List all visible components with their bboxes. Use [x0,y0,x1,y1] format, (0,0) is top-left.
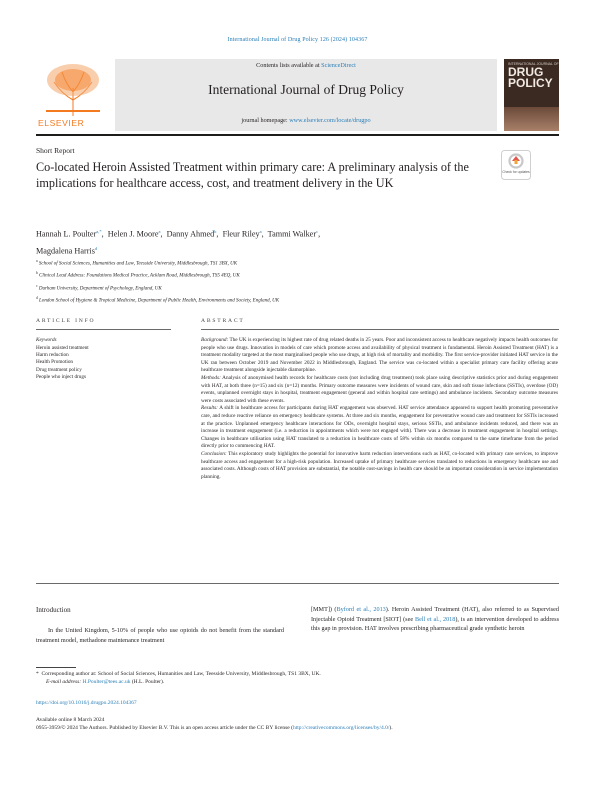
author-affiliation-marker[interactable]: b [214,229,217,234]
author-affiliation-marker[interactable]: d [94,245,98,251]
affiliation-item: $^b$ Clinical Lead Address: Foundations Medical Practice, Acklam Road, Middlesbrough, TS5 4EQ, UK [36,271,240,280]
author-affiliation-marker[interactable]: a,* [96,229,102,234]
check-updates-label: Check for updates [502,170,530,174]
abstract-heading: ABSTRACT [201,318,245,324]
author-affiliation-marker[interactable]: c [316,229,319,234]
author-affiliation-marker[interactable]: a [259,229,262,234]
author-affiliation-marker[interactable]: a [158,229,161,234]
citation-link[interactable]: Byford et al., 2013 [336,606,386,613]
available-online-date: Available online 8 March 2024 [36,717,105,723]
abstract-rule [201,329,559,330]
introduction-heading: Introduction [36,606,71,614]
author-name[interactable]: Magdalena Harris [36,246,95,256]
homepage-line [115,117,497,124]
check-for-updates-icon [501,150,531,180]
article-title: Co-located Heroin Assisted Treatment within primary care: A preliminary analysis of the implications for healthcare access, cost, and treatment delivery in the UK [36,160,469,190]
license-link[interactable]: http://creativecommons.org/licenses/by/4.0/ [292,725,390,731]
journal-homepage-link[interactable]: www.elsevier.com/locate/drugpo [289,117,371,124]
journal-citation-link[interactable]: International Journal of Drug Policy 126 (2024) 104367 [227,37,368,43]
footnote-rule [36,667,76,668]
article-info-heading: ARTICLE INFO [36,318,96,324]
abstract-results: Results: A shift in healthcare access for participants during HAT engagement was observed. HAT service attendance appeared to support health promoting preventative care, and reduce reactive reliance on emergency healthcare systems. At three and six months, engagement for preventative wound care and treatment for SSTIs increased at the practice. Unplanned emergency healthcare interactions for ODs, overnight hospital stays, serious SSTIs, and ambulance incidents reduced, and there was an increase in treatment engagement (i.e. a reduction in appointments which were not engaged with). There was a decrease in treatment engagement in hospital settings. Changes in healthcare utilisation using HAT translated to a reduction in healthcare costs of 58% within six months compared to the same timeframe from the period directly prior to commencing HAT. [201,405,558,450]
publisher-name: ELSEVIER [38,118,85,128]
journal-cover-image [504,59,559,131]
author-name[interactable]: Hannah L. Poulter [36,229,97,239]
author-name[interactable]: Fleur Riley [222,229,260,239]
doi-link[interactable]: https://doi.org/10.1016/j.drugpo.2024.104367 [36,700,137,706]
keywords-list [36,345,166,381]
contents-prefix: Contents lists available at [256,62,320,69]
author-list: Hannah L. Poulter$^{a,*}$, Helen J. Moore$^a$, Danny Ahmed$^b$, Fleur Riley$^a$, Tammi Walker$^c$, Magdalena Harris$^d$ [36,229,321,256]
citation-link[interactable]: Bell et al., 2018 [414,615,456,623]
homepage-prefix: journal homepage: [241,117,288,124]
keyword-item: Heroin assisted treatment [36,345,89,351]
cover-title-line-1: DRUG [508,65,544,79]
abstract-methods: Methods: Analysis of anonymised health records for healthcare costs (not including drug treatment) took place using descriptive statistics prior and during engagement with HAT, at both three (n=15) and six (n=12) months. Primary outcome measures were incidents of wound care, skin and soft tissue infections (SSTIs), overdose (OD) events, unplanned overnight stays in hospital, treatment engagement (general and within hospital care settings) and ambulance incidents. Secondary outcome measures were costs associated with these events. [201,374,558,404]
abstract-body [201,337,558,481]
cover-top-text: INTERNATIONAL JOURNAL OF [508,62,559,66]
corresponding-author-footnote: * Corresponding author at: School of Social Sciences, Humanities and Law, Teesside University, Middlesbrough, TS1 3BX, UK. E-mail address: H.Poulter@tees.ac.uk (H.L. Poulter). [36,671,321,686]
affiliation-item: $^d$ London School of Hygiene & Tropical Medicine, Department of Public Health, Environments and Society, England, UK [36,296,280,305]
availability-license [36,716,561,732]
cover-title [508,67,556,89]
article-type: Short Report [36,146,75,155]
cover-decoration [504,107,559,131]
author-name[interactable]: Helen J. Moore [107,229,159,239]
author-name[interactable]: Danny Ahmed [166,229,215,239]
keywords-label: Keywords [36,337,57,343]
keyword-item: Drug treatment policy [36,366,82,373]
affiliation-item: $^c$ Durham University, Department of Psychology, England, UK [36,283,162,292]
cover-title-line-2: POLICY [508,76,553,90]
contents-line [115,62,497,69]
header-divider [36,134,559,136]
affiliation-item: $^a$ School of Social Sciences, Humanities and Law, Teesside University, Middlesbrough, TS1 3BX, UK [36,259,238,267]
article-info-rule [36,329,171,330]
author-name[interactable]: Tammi Walker [267,229,317,239]
introduction-left-column: In the United Kingdom, 5-10% of people who use opioids do not benefit from the standard treatment model, methadone maintenance treatment [36,627,284,644]
abstract-background: Background: The UK is experiencing its highest rate of drug related deaths in 25 years. Poor and inconsistent access to healthcare negatively impacts health outcomes for people who use drugs. Innovation in models of care which promote access and availability of physical treatment is fundamental. Heroin Assisted Treatment (HAT) is a treatment modality targeted at the most marginalised people who use drugs, at high risk of mortality and morbidity. The first service-provider initiated HAT service in the UK ran between October 2019 and November 2022 in Middlesbrough, England. The service was co-located within a specialist primary care facility offering acute healthcare treatment alongside injectable diamorphine. [201,337,558,374]
keyword-item: Harm reduction [36,352,69,359]
keyword-item: Health Promotion [36,359,74,366]
abstract-bottom-rule [36,583,559,584]
introduction-right-column: [MMT]) (Byford et al., 2013). Heroin Assisted Treatment (HAT), also referred to as Supervised Injectable Opioid Treatment [SIOT] (see Bell et al., 2018), is an intervention developed to address this gap in provision. HAT involves prescribing pharmaceutical grade synthetic heroin [311,606,560,633]
license-line: 0955-3959/© 2024 The Authors. Published by Elsevier B.V. This is an open access article under the CC BY license (http://creativecommons.org/licenses/by/4.0/). [36,725,393,731]
keyword-item: People who inject drugs [36,373,86,380]
sciencedirect-link[interactable]: ScienceDirect [321,62,356,69]
author-email-link[interactable]: H.Poulter@tees.ac.uk [82,679,131,686]
check-for-updates-badge[interactable] [501,150,531,180]
abstract-conclusion: Conclusion: This exploratory study highlights the potential for innovative harm reduction interventions such as HAT, co-located with primary care services, to improve healthcare access and engagement for a high-risk population. Increased uptake of primary healthcare services translated to reductions in emergency healthcare use and associated costs. Although costs of HAT provision are substantial, the notable cost-savings in health care should be an important consideration in service implementation planning. [201,450,559,480]
journal-title: International Journal of Drug Policy [208,82,404,97]
affiliation-list [36,257,556,307]
